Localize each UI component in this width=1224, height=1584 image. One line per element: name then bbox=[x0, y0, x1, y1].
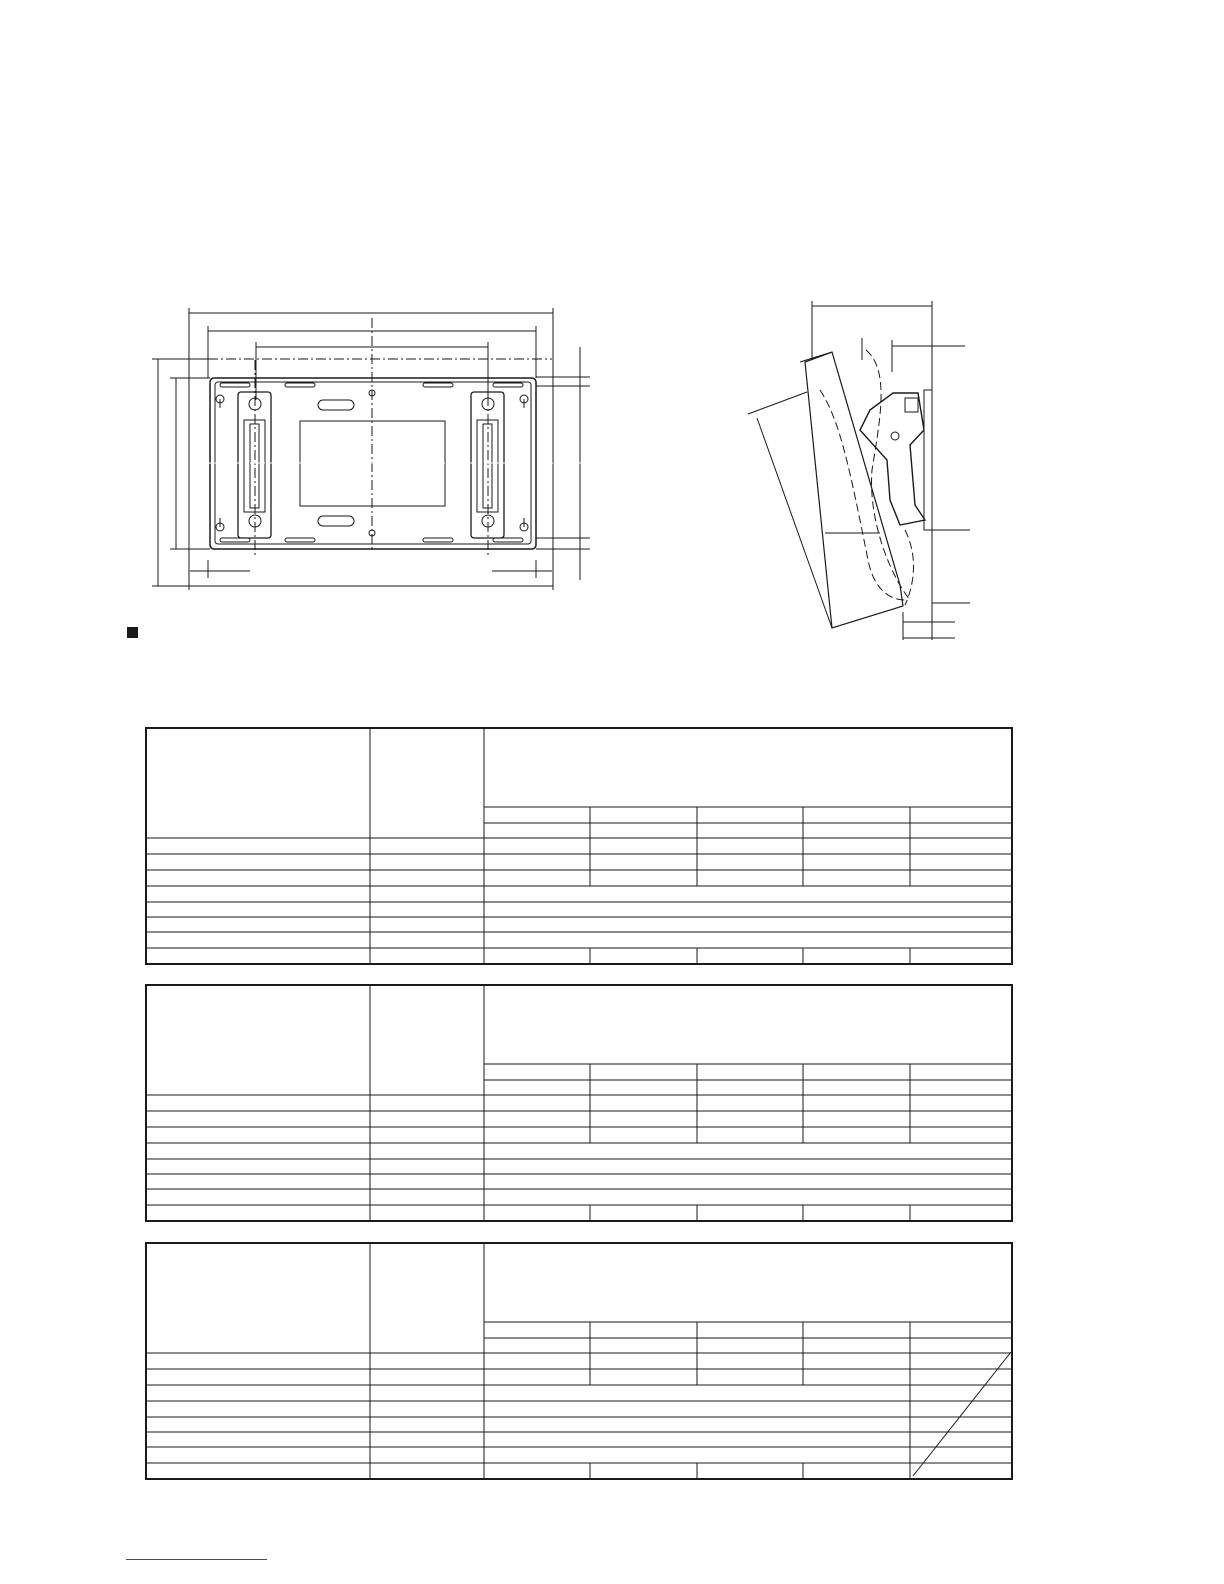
spec-table-1 bbox=[145, 727, 1013, 965]
spec-table-3 bbox=[145, 1242, 1013, 1480]
footer-link-underline bbox=[126, 1559, 267, 1560]
spec-table-2 bbox=[145, 984, 1013, 1222]
section-square-marker bbox=[127, 627, 138, 638]
side-view-drawing bbox=[740, 295, 970, 645]
table-2-grid bbox=[147, 986, 1011, 1220]
table-1-grid bbox=[147, 729, 1011, 963]
front-view-drawing bbox=[150, 300, 600, 600]
table-3-grid bbox=[147, 1244, 1011, 1478]
